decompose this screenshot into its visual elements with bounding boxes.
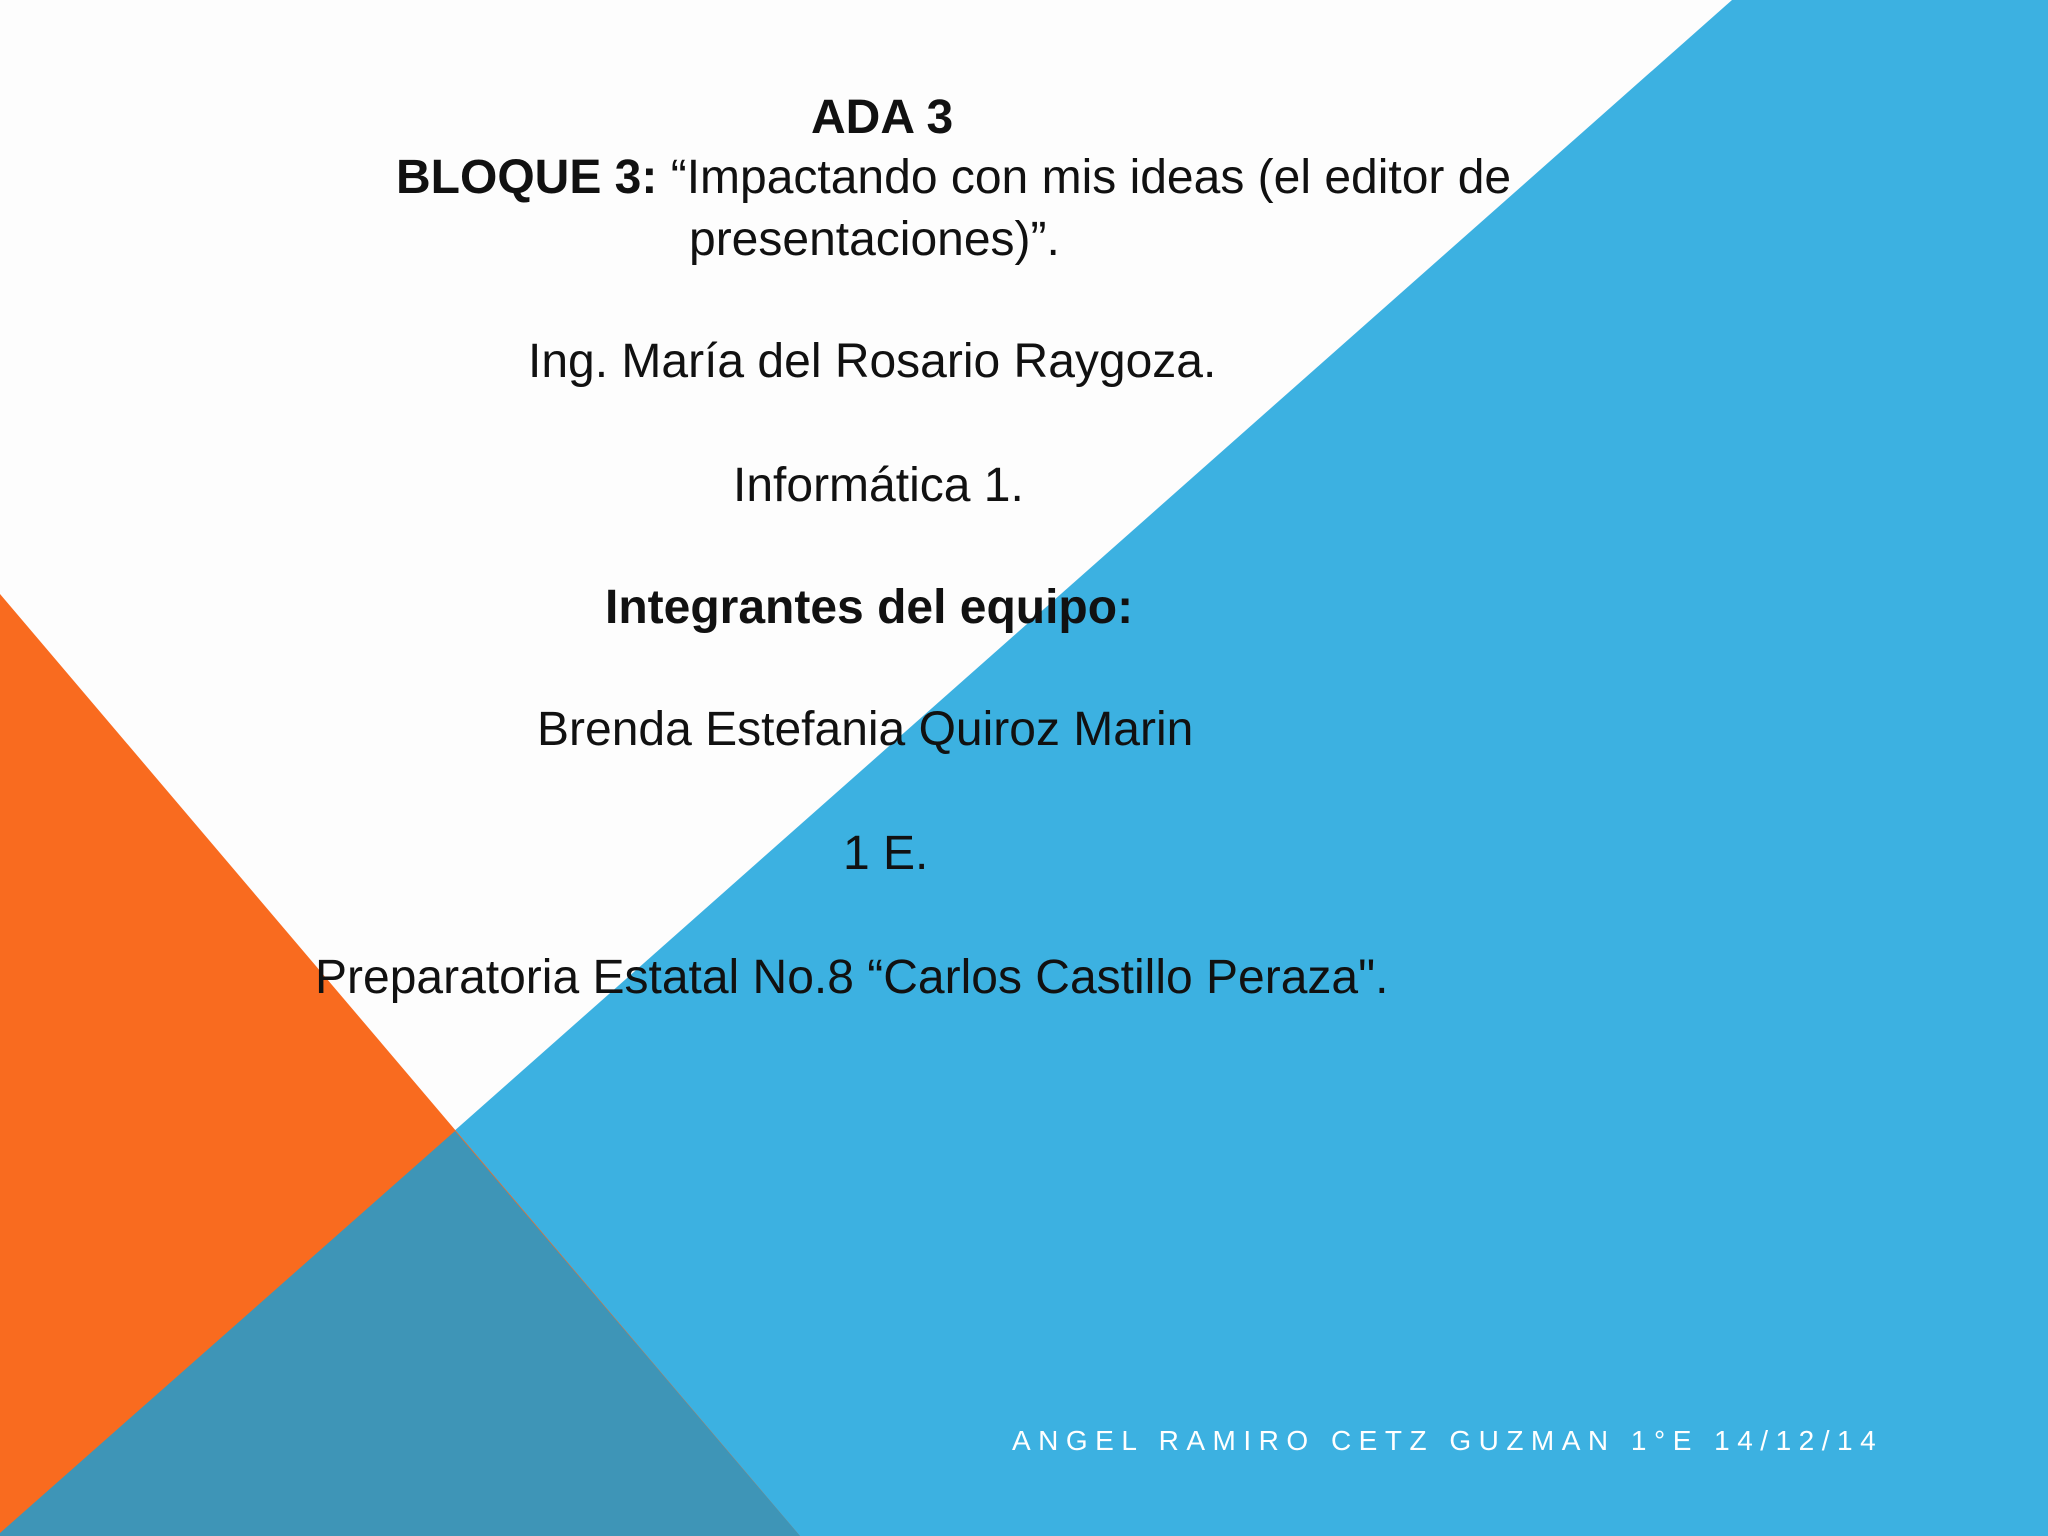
footer-author: ANGEL RAMIRO CETZ GUZMAN 1°E 14/12/14	[1012, 1425, 1884, 1456]
bloque-text-second: presentaciones)”.	[689, 213, 1060, 266]
slide-title: ADA 3	[811, 91, 954, 144]
bloque-label: BLOQUE 3:	[396, 151, 658, 204]
team-heading: Integrantes del equipo:	[605, 581, 1134, 634]
team-member: Brenda Estefania Quiroz Marin	[537, 703, 1194, 756]
group-label: 1 E.	[843, 827, 929, 880]
bloque-text-first: “Impactando con mis ideas (el editor de	[670, 151, 1512, 204]
bloque-line	[396, 148, 1511, 208]
subject-name: Informática 1.	[733, 459, 1024, 512]
school-name: Preparatoria Estatal No.8 “Carlos Castillo Peraza".	[315, 951, 1389, 1004]
teacher-name: Ing. María del Rosario Raygoza.	[528, 335, 1217, 388]
